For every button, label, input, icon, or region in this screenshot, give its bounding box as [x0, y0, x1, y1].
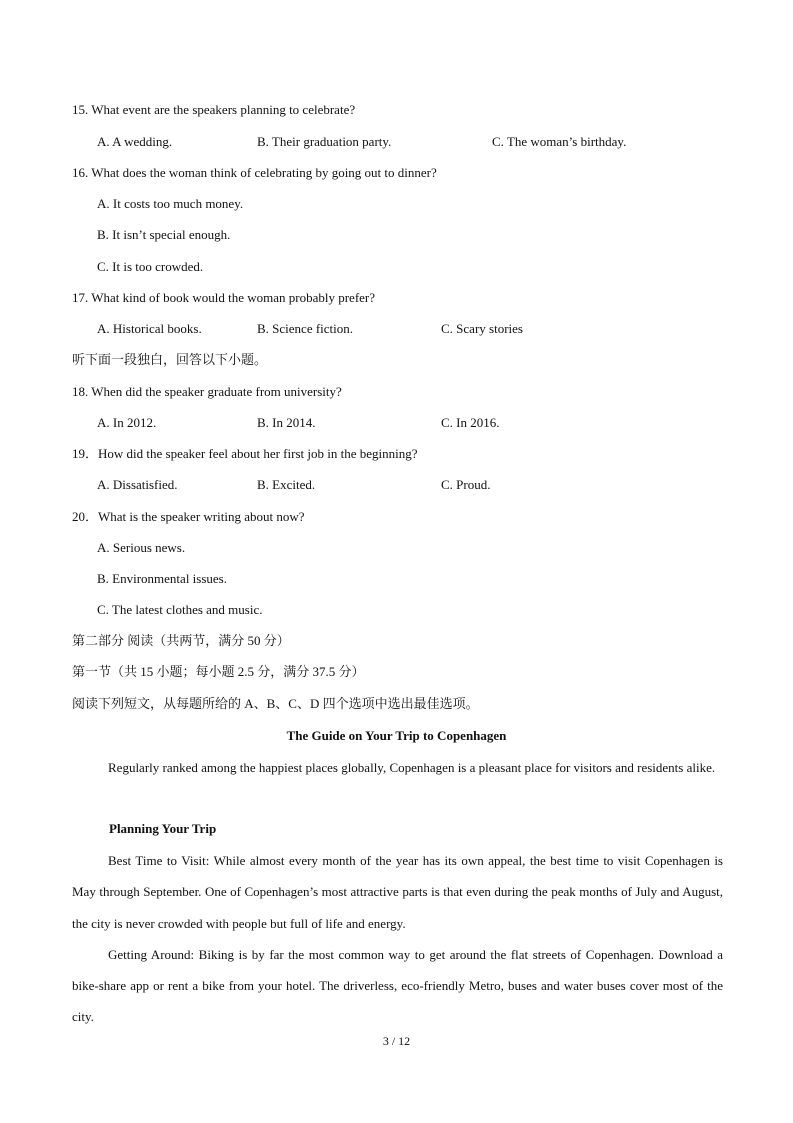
question-16-stem: 16. What does the woman think of celebrating by going out to dinner? — [72, 165, 437, 180]
question-18-option-b: B. In 2014. — [257, 415, 316, 430]
planning-subheading: Planning Your Trip — [109, 821, 217, 836]
question-20-option-c: C. The latest clothes and music. — [97, 602, 263, 617]
question-20-option-a: A. Serious news. — [97, 540, 186, 555]
passage-body — [72, 845, 723, 1033]
question-17-option-b: B. Science fiction. — [257, 321, 354, 336]
getting-around-paragraph: Getting Around: Biking is by far the most common way to get around the flat streets of Copenhagen. Download a bike-share app or rent a bike from your hotel. The driverless, eco-friendly Metro, buses and water buses cover most of the city. — [72, 946, 723, 1025]
question-19-option-b: B. Excited. — [257, 477, 316, 492]
question-15-option-a: A. A wedding. — [97, 134, 173, 149]
question-20-stem: 20．What is the speaker writing about now? — [72, 509, 305, 524]
part-two-heading: 第二部分 阅读（共两节，满分 50 分） — [72, 633, 290, 648]
question-19-option-c: C. Proud. — [441, 477, 491, 492]
question-17-option-a: A. Historical books. — [97, 321, 202, 336]
question-16-option-a: A. It costs too much money. — [97, 196, 244, 211]
intro-paragraph: Regularly ranked among the happiest places globally, Copenhagen is a pleasant place for visitors and residents alike. — [108, 760, 716, 775]
monologue-instruction: 听下面一段独白，回答以下小题。 — [72, 352, 268, 367]
question-15-stem: 15. What event are the speakers planning to celebrate? — [72, 102, 356, 117]
section-one-heading: 第一节（共 15 小题；每小题 2.5 分，满分 37.5 分） — [72, 664, 365, 679]
question-18-option-c: C. In 2016. — [441, 415, 500, 430]
best-time-paragraph: Best Time to Visit: While almost every month of the year has its own appeal, the best time to visit Copenhagen is May through September. One of Copenhagen’s most attractive parts is that even during the peak months of July and August, the city is never crowded with people but full of life and energy. — [72, 853, 723, 931]
question-16-option-b: B. It isn’t special enough. — [97, 227, 231, 242]
question-19-option-a: A. Dissatisfied. — [97, 477, 178, 492]
question-16-option-c: C. It is too crowded. — [97, 259, 204, 274]
question-17-option-c: C. Scary stories — [441, 321, 523, 336]
question-18-stem: 18. When did the speaker graduate from university? — [72, 384, 342, 399]
question-15-option-c: C. The woman’s birthday. — [492, 134, 627, 149]
passage-title: The Guide on Your Trip to Copenhagen — [286, 728, 507, 743]
reading-instruction: 阅读下列短文，从每题所给的 A、B、C、D 四个选项中选出最佳选项。 — [72, 696, 479, 711]
question-19-stem: 19．How did the speaker feel about her first job in the beginning? — [72, 446, 418, 461]
question-15-option-b: B. Their graduation party. — [257, 134, 392, 149]
question-17-stem: 17. What kind of book would the woman probably prefer? — [72, 290, 376, 305]
question-20-option-b: B. Environmental issues. — [97, 571, 227, 586]
passage-intro — [72, 752, 723, 783]
question-18-option-a: A. In 2012. — [97, 415, 157, 430]
page-number: 3 / 12 — [382, 1034, 411, 1048]
